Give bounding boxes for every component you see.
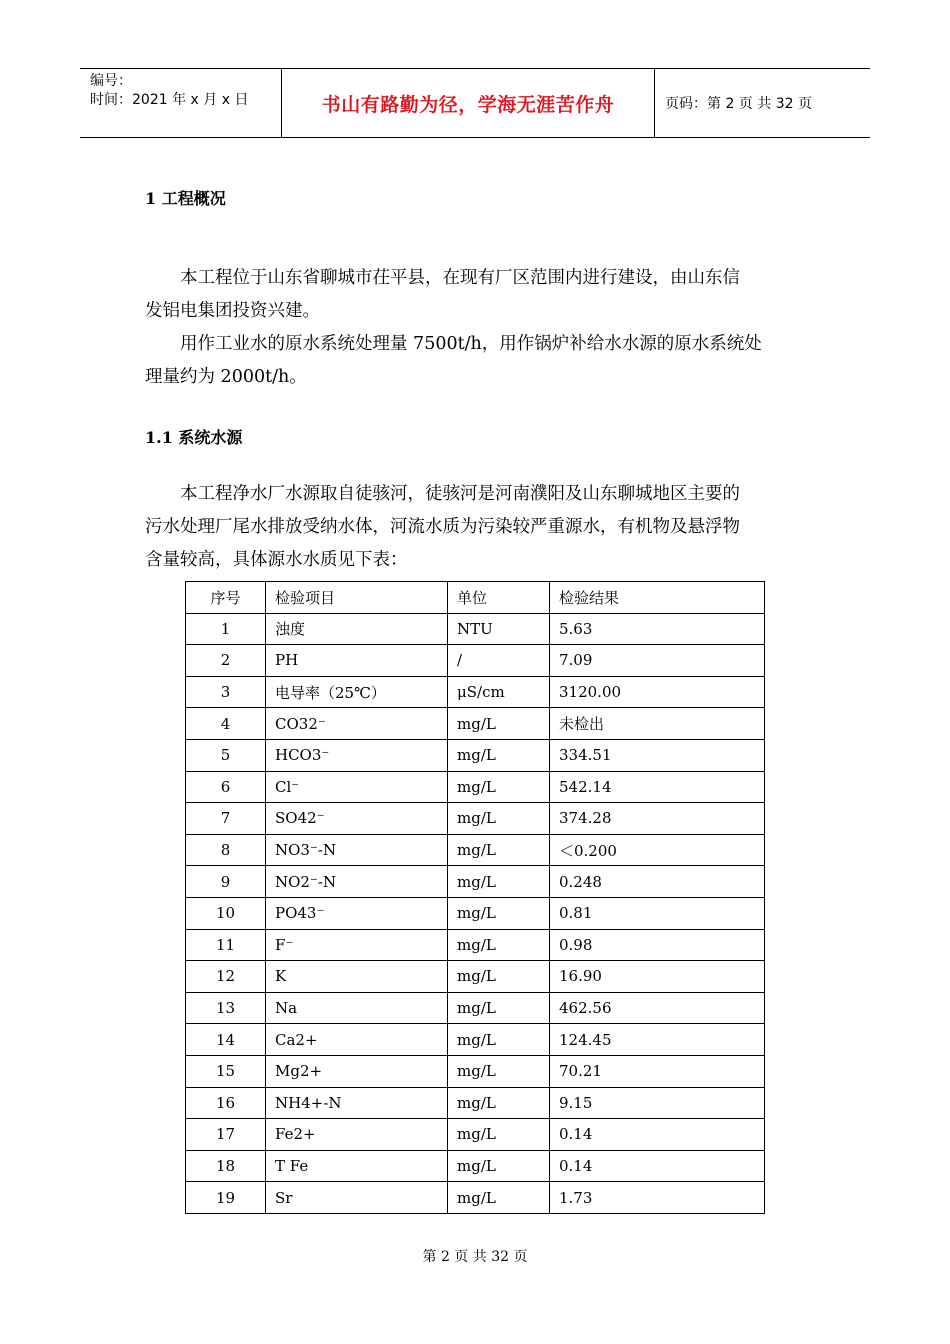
- section-1-1-title: 1.1 系统水源: [145, 428, 243, 447]
- table-row: [186, 1087, 765, 1119]
- table-row: [186, 866, 765, 898]
- cell-index: 3: [186, 676, 266, 708]
- text-line: 污水处理厂尾水排放受纳水体，河流水质为污染较严重源水，有机物及悬浮物: [145, 517, 740, 537]
- cell-result: ＜0.200: [550, 834, 765, 866]
- cell-unit: mg/L: [448, 1055, 550, 1087]
- cell-result: 16.90: [550, 961, 765, 993]
- table-row: [186, 1182, 765, 1214]
- cell-result: 0.248: [550, 866, 765, 898]
- cell-item: F⁻: [266, 929, 448, 961]
- cell-index: 15: [186, 1055, 266, 1087]
- text-line: 本工程净水厂水源取自徒骇河，徒骇河是河南濮阳及山东聊城地区主要的: [180, 484, 740, 504]
- header-motto: 书山有路勤为径，学海无涯苦作舟: [321, 93, 615, 116]
- cell-unit: mg/L: [448, 1119, 550, 1151]
- table-row: [186, 961, 765, 993]
- cell-unit: mg/L: [448, 1087, 550, 1119]
- cell-item: PO43⁻: [266, 897, 448, 929]
- cell-unit: mg/L: [448, 739, 550, 771]
- cell-result: 0.98: [550, 929, 765, 961]
- text-line: 含量较高，具体源水水质见下表：: [145, 550, 408, 570]
- cell-result: 70.21: [550, 1055, 765, 1087]
- table-row: [186, 1055, 765, 1087]
- text-line: 本工程位于山东省聊城市茌平县，在现有厂区范围内进行建设，由山东信: [180, 268, 740, 288]
- cell-item: Fe2+: [266, 1119, 448, 1151]
- cell-unit: mg/L: [448, 1182, 550, 1214]
- cell-unit: mg/L: [448, 834, 550, 866]
- section-1-paragraph-2: [145, 328, 809, 394]
- cell-result: 9.15: [550, 1087, 765, 1119]
- table-row: [186, 708, 765, 740]
- cell-unit: NTU: [448, 613, 550, 645]
- cell-result: 3120.00: [550, 676, 765, 708]
- cell-result: 0.81: [550, 897, 765, 929]
- cell-index: 16: [186, 1087, 266, 1119]
- table-row: [186, 613, 765, 645]
- section-1-paragraph-1: [145, 262, 809, 328]
- cell-index: 2: [186, 645, 266, 677]
- cell-unit: mg/L: [448, 866, 550, 898]
- cell-item: K: [266, 961, 448, 993]
- cell-result: 124.45: [550, 1024, 765, 1056]
- cell-item: Na: [266, 992, 448, 1024]
- section-1-title: 1 工程概况: [145, 189, 226, 208]
- cell-item: Sr: [266, 1182, 448, 1214]
- header-cell-index: 序号: [186, 582, 266, 614]
- cell-result: 7.09: [550, 645, 765, 677]
- cell-index: 19: [186, 1182, 266, 1214]
- header-motto-cell: [282, 69, 655, 137]
- cell-index: 11: [186, 929, 266, 961]
- table-row: [186, 929, 765, 961]
- table-row: [186, 771, 765, 803]
- cell-unit: mg/L: [448, 708, 550, 740]
- time-label: 时间：2021 年 x 月 x 日: [90, 92, 249, 108]
- cell-unit: mg/L: [448, 897, 550, 929]
- table-row: [186, 1119, 765, 1151]
- cell-unit: mg/L: [448, 1150, 550, 1182]
- cell-result: 462.56: [550, 992, 765, 1024]
- text-line: 用作工业水的原水系统处理量 7500t/h，用作锅炉补给水水源的原水系统处: [180, 334, 762, 354]
- cell-item: PH: [266, 645, 448, 677]
- code-label: 编号：: [90, 73, 132, 89]
- cell-index: 12: [186, 961, 266, 993]
- page-footer: 第 2 页 共 32 页: [422, 1249, 528, 1265]
- text-line: 理量约为 2000t/h。: [145, 367, 307, 387]
- cell-unit: /: [448, 645, 550, 677]
- cell-index: 10: [186, 897, 266, 929]
- cell-result: 1.73: [550, 1182, 765, 1214]
- cell-index: 14: [186, 1024, 266, 1056]
- table-header-row: [186, 582, 765, 614]
- section-1-1-paragraph: [145, 478, 809, 577]
- cell-index: 5: [186, 739, 266, 771]
- cell-item: NO2⁻-N: [266, 866, 448, 898]
- header-page-info: 页码：第 2 页 共 32 页: [665, 96, 812, 112]
- table-row: [186, 1150, 765, 1182]
- cell-result: 334.51: [550, 739, 765, 771]
- table-row: [186, 834, 765, 866]
- cell-item: Mg2+: [266, 1055, 448, 1087]
- cell-result: 374.28: [550, 803, 765, 835]
- table-row: [186, 803, 765, 835]
- table-row: [186, 739, 765, 771]
- cell-item: NH4+-N: [266, 1087, 448, 1119]
- water-quality-table: [185, 581, 765, 1214]
- cell-unit: mg/L: [448, 929, 550, 961]
- cell-result: 未检出: [550, 708, 765, 740]
- table-row: [186, 676, 765, 708]
- cell-index: 8: [186, 834, 266, 866]
- cell-unit: mg/L: [448, 803, 550, 835]
- header-cell-result: 检验结果: [550, 582, 765, 614]
- cell-index: 9: [186, 866, 266, 898]
- cell-result: 0.14: [550, 1119, 765, 1151]
- cell-item: Cl⁻: [266, 771, 448, 803]
- cell-result: 5.63: [550, 613, 765, 645]
- cell-unit: mg/L: [448, 1024, 550, 1056]
- page-header: [80, 68, 870, 138]
- header-cell-item: 检验项目: [266, 582, 448, 614]
- cell-item: SO42⁻: [266, 803, 448, 835]
- cell-unit: mg/L: [448, 961, 550, 993]
- cell-index: 7: [186, 803, 266, 835]
- cell-item: CO32⁻: [266, 708, 448, 740]
- cell-item: 浊度: [266, 613, 448, 645]
- cell-result: 542.14: [550, 771, 765, 803]
- table-row: [186, 992, 765, 1024]
- cell-index: 4: [186, 708, 266, 740]
- cell-item: NO3⁻-N: [266, 834, 448, 866]
- cell-item: T Fe: [266, 1150, 448, 1182]
- table-row: [186, 1024, 765, 1056]
- cell-item: HCO3⁻: [266, 739, 448, 771]
- cell-index: 17: [186, 1119, 266, 1151]
- cell-index: 13: [186, 992, 266, 1024]
- cell-unit: μS/cm: [448, 676, 550, 708]
- cell-item: Ca2+: [266, 1024, 448, 1056]
- cell-unit: mg/L: [448, 771, 550, 803]
- cell-index: 1: [186, 613, 266, 645]
- cell-index: 6: [186, 771, 266, 803]
- cell-item: 电导率（25℃）: [266, 676, 448, 708]
- table-row: [186, 897, 765, 929]
- header-meta: [80, 69, 282, 137]
- text-line: 发铝电集团投资兴建。: [145, 301, 320, 321]
- cell-index: 18: [186, 1150, 266, 1182]
- header-cell-unit: 单位: [448, 582, 550, 614]
- cell-unit: mg/L: [448, 992, 550, 1024]
- cell-result: 0.14: [550, 1150, 765, 1182]
- table-row: [186, 645, 765, 677]
